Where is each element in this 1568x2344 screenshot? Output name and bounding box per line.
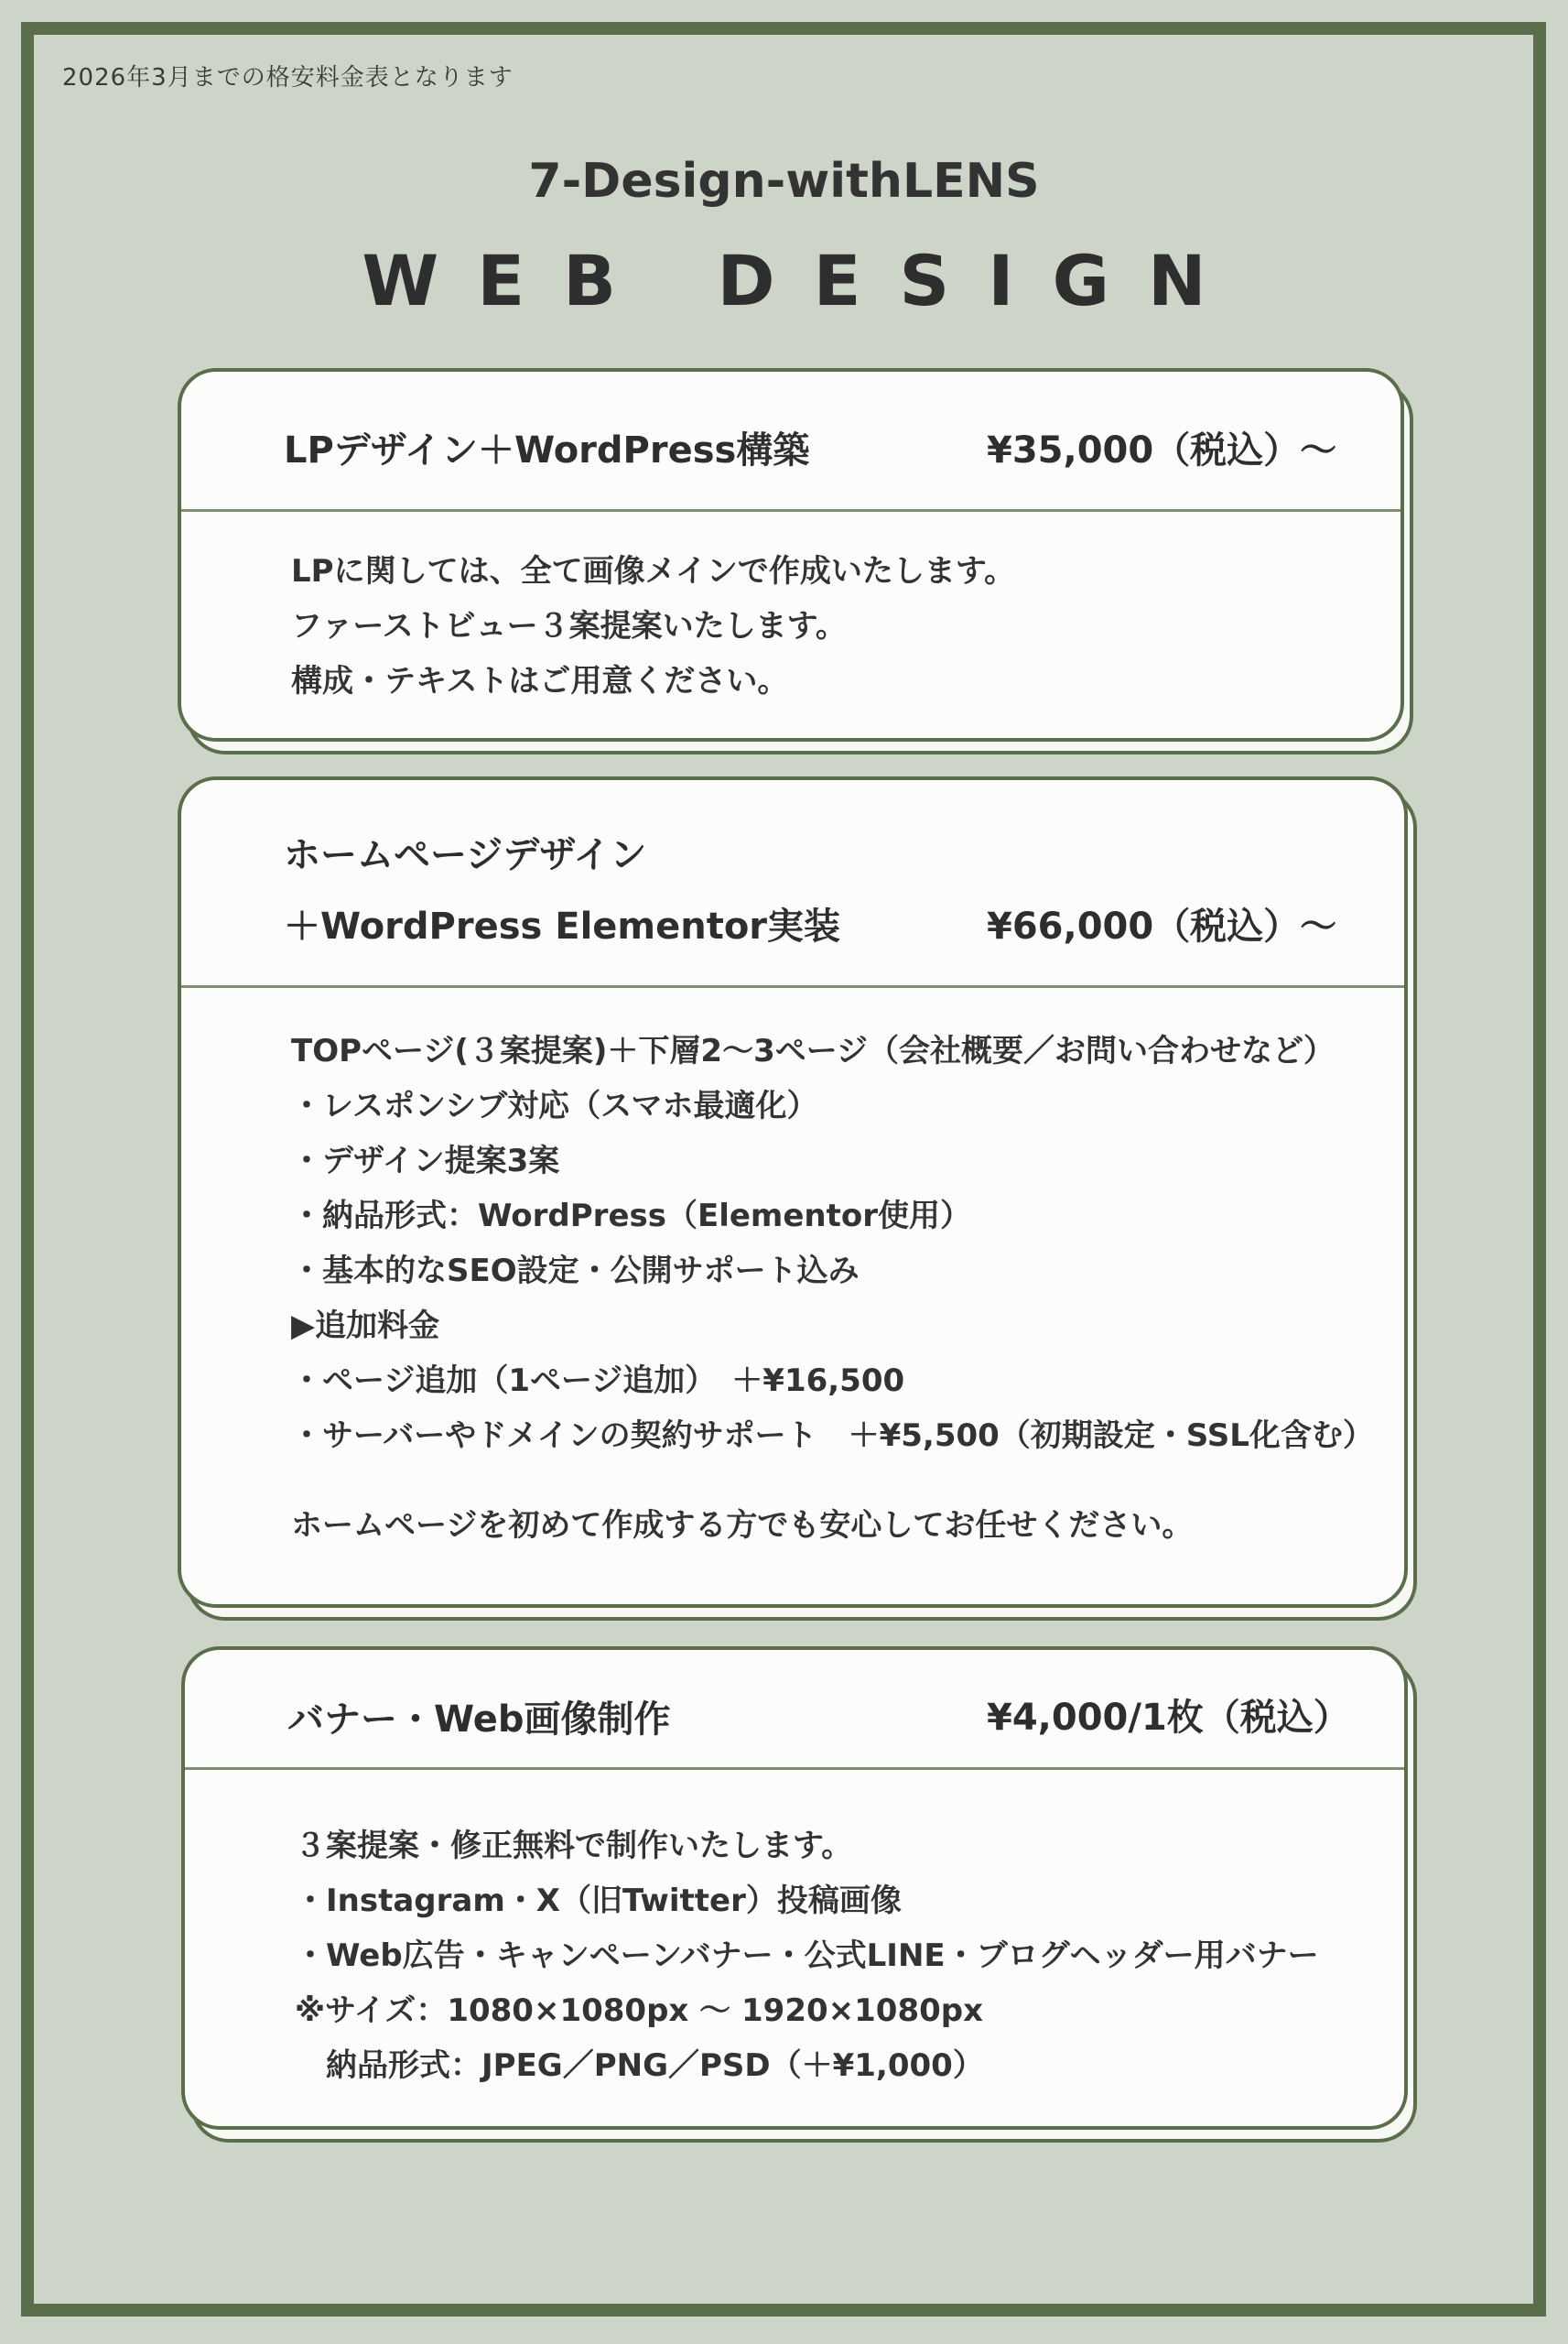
- card-header: [181, 780, 1404, 988]
- card-body-line: ファーストビュー３案提案いたします。: [291, 608, 847, 645]
- lp-design-card: [178, 368, 1404, 742]
- card-body-line: 構成・テキストはご用意ください。: [291, 663, 789, 700]
- card-header: [185, 1650, 1404, 1770]
- card-body-line: 納品形式：JPEG／PNG／PSD（＋¥1,000）: [295, 2047, 984, 2084]
- card-body-line: TOPページ(３案提案)＋下層2〜3ページ（会社概要／お問い合わせなど）: [291, 1033, 1336, 1069]
- card-body-line: ３案提案・修正無料で制作いたします。: [295, 1828, 853, 1864]
- card-body-line: ・基本的なSEO設定・公開サポート込み: [291, 1253, 860, 1289]
- brand-name: 7-Design-withLENS: [528, 154, 1040, 209]
- card-body-line: ※サイズ：1080×1080px 〜 1920×1080px: [295, 1992, 984, 2029]
- card-body-line: ・納品形式：WordPress（Elementor使用）: [291, 1198, 971, 1234]
- card-title: バナー・Web画像制作: [287, 1698, 671, 1741]
- pricing-validity-note: 2026年3月までの格安料金表となります: [62, 64, 514, 92]
- card-body-line: LPに関しては、全て画像メインで作成いたします。: [291, 553, 1016, 590]
- card-body-line: ・Instagram・X（旧Twitter）投稿画像: [295, 1883, 902, 1919]
- card-face: [181, 1646, 1408, 2130]
- card-price: ¥35,000（税込）〜: [987, 429, 1337, 472]
- card-header: [181, 372, 1400, 512]
- card-body-line: ▶追加料金: [291, 1308, 440, 1344]
- card-title: LPデザイン＋WordPress構築: [284, 429, 810, 472]
- homepage-design-card: [178, 776, 1408, 1608]
- card-body-line: ・ページ追加（1ページ追加） ＋¥16,500: [291, 1362, 905, 1399]
- card-face: [178, 776, 1408, 1608]
- banner-design-card: [181, 1646, 1408, 2130]
- card-body-line: ・レスポンシブ対応（スマホ最適化）: [291, 1088, 818, 1124]
- card-body-line: ・Web広告・キャンペーンバナー・公式LINE・ブログヘッダー用バナー: [295, 1937, 1319, 1974]
- card-price: ¥4,000/1枚（税込）: [987, 1697, 1350, 1739]
- card-body-line: ・サーバーやドメインの契約サポート ＋¥5,500（初期設定・SSL化含む）: [291, 1417, 1374, 1454]
- card-price: ¥66,000（税込）〜: [987, 906, 1337, 948]
- page-headline: WEB DESIGN: [362, 240, 1245, 321]
- card-title: ホームページデザイン: [284, 834, 647, 876]
- card-body-line: ・デザイン提案3案: [291, 1143, 560, 1179]
- card-body-line: ホームページを初めて作成する方でも安心してお任せください。: [291, 1507, 1194, 1544]
- card-face: [178, 368, 1404, 742]
- card-title: ＋WordPress Elementor実装: [284, 906, 841, 948]
